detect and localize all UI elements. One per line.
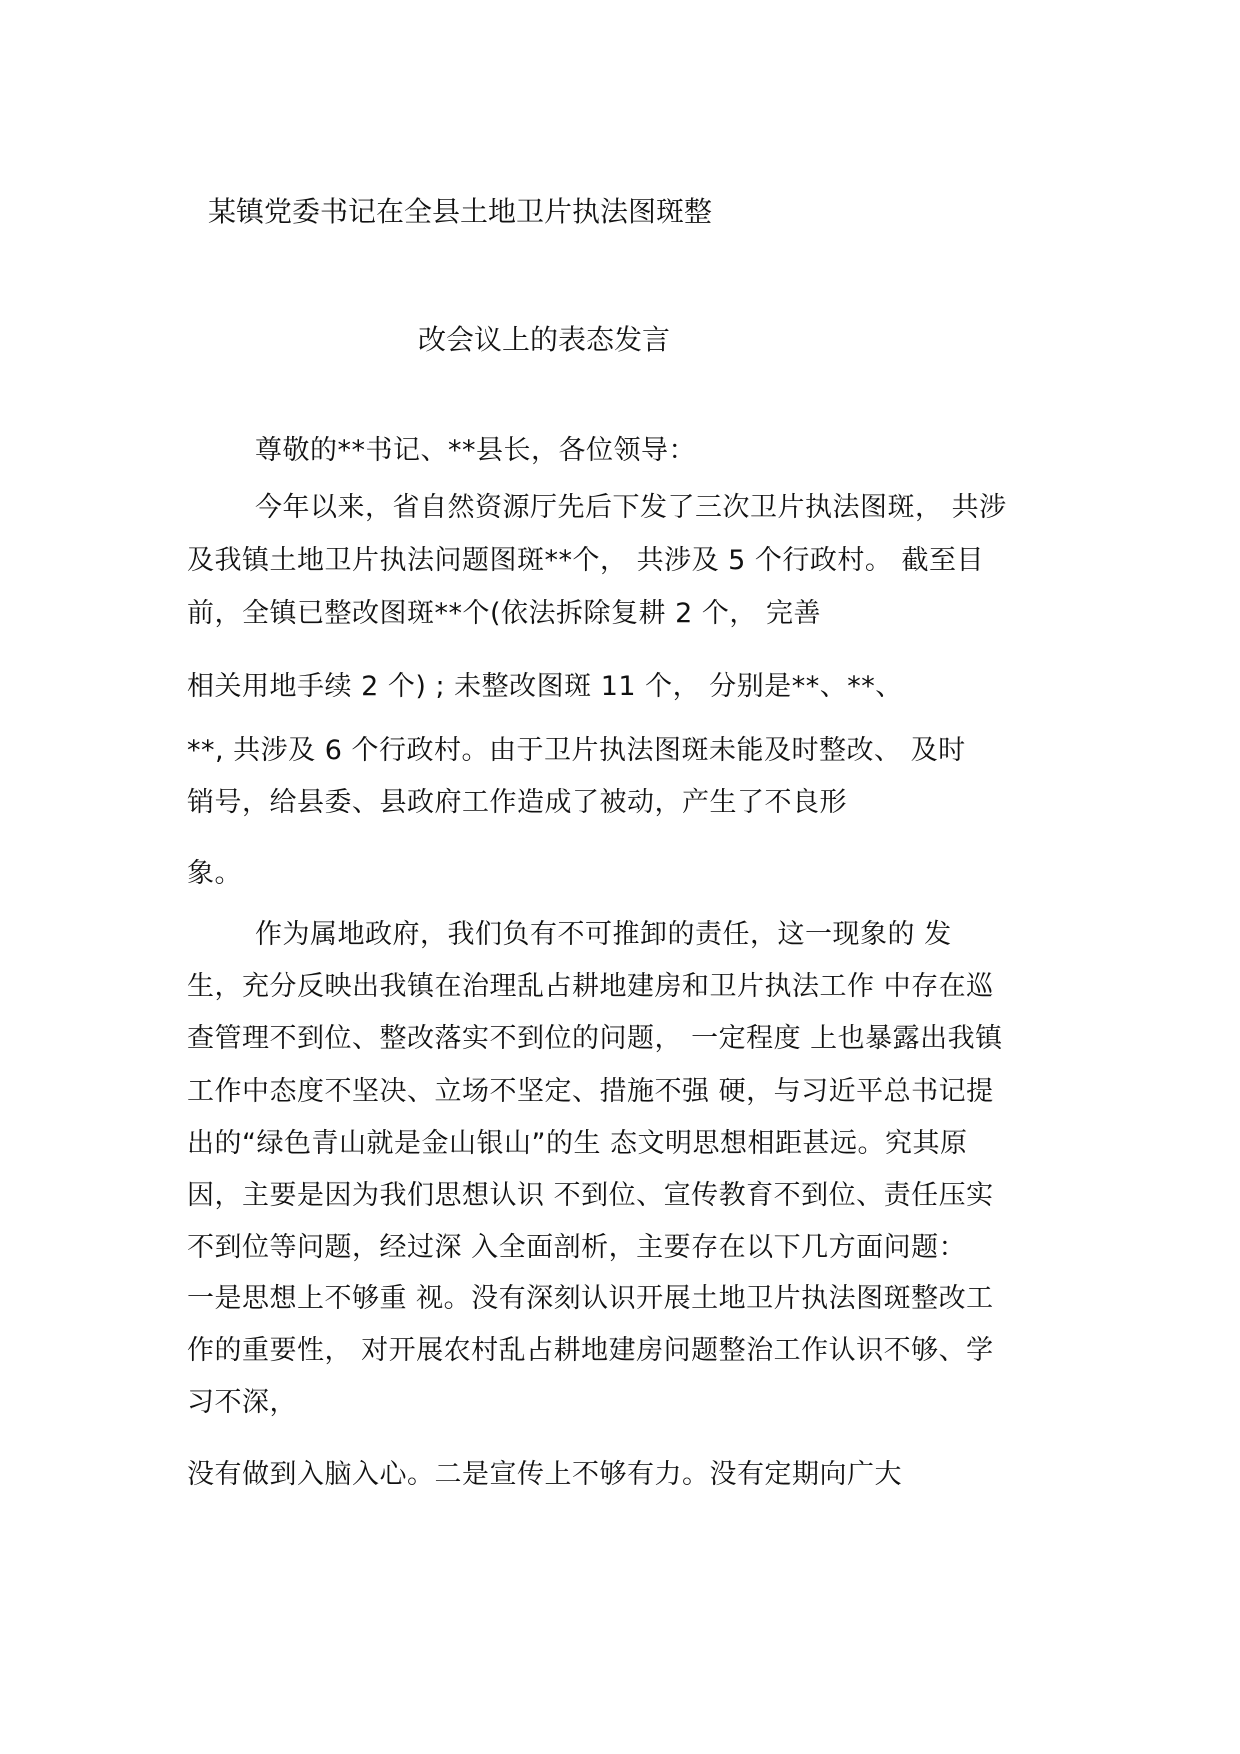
- paragraph-line: 因，主要是因为我们思想认识 不到位、宣传教育不到位、责任压实: [187, 1180, 994, 1211]
- salutation-line: 尊敬的**书记、**县长，各位领导：: [255, 435, 696, 466]
- paragraph-line: 生，充分反映出我镇在治理乱占耕地建房和卫片执法工作 中存在巡: [187, 971, 994, 1002]
- document-title-line-1: 某镇党委书记在全县土地卫片执法图斑整: [208, 195, 713, 228]
- paragraph-line: 相关用地手续 2 个) ; 未整改图斑 11 个， 分别是**、**、: [187, 671, 903, 702]
- paragraph-line: 作为属地政府，我们负有不可推卸的责任，这一现象的 发: [255, 919, 952, 950]
- paragraph-line: 销号，给县委、县政府工作造成了被动，产生了不良形: [187, 787, 847, 818]
- paragraph-line: 一是思想上不够重 视。没有深刻认识开展土地卫片执法图斑整改工: [187, 1283, 994, 1314]
- paragraph-line: 出的“绿色青山就是金山银山”的生 态文明思想相距甚远。究其原: [187, 1128, 968, 1159]
- paragraph-line: 查管理不到位、整改落实不到位的问题， 一定程度 上也暴露出我镇: [187, 1023, 1003, 1054]
- paragraph-line: 不到位等问题，经过深 入全面剖析，主要存在以下几方面问题：: [187, 1232, 967, 1263]
- paragraph-line: 今年以来，省自然资源厅先后下发了三次卫片执法图斑， 共涉: [255, 492, 1007, 523]
- paragraph-line: **, 共涉及 6 个行政村。由于卫片执法图斑未能及时整改、 及时: [187, 735, 966, 766]
- document-title-line-2: 改会议上的表态发言: [418, 323, 671, 356]
- paragraph-line: 习不深，: [187, 1387, 297, 1418]
- paragraph-line: 作的重要性， 对开展农村乱占耕地建房问题整治工作认识不够、学: [187, 1335, 994, 1366]
- paragraph-line: 象。: [187, 858, 242, 889]
- paragraph-line: 工作中态度不坚决、立场不坚定、措施不强 硬，与习近平总书记提: [187, 1076, 994, 1107]
- paragraph-line: 及我镇土地卫片执法问题图斑**个， 共涉及 5 个行政村。 截至目: [187, 545, 985, 576]
- paragraph-line: 没有做到入脑入心。二是宣传上不够有力。没有定期向广大: [187, 1459, 902, 1490]
- paragraph-line: 前，全镇已整改图斑**个(依法拆除复耕 2 个， 完善: [187, 598, 821, 629]
